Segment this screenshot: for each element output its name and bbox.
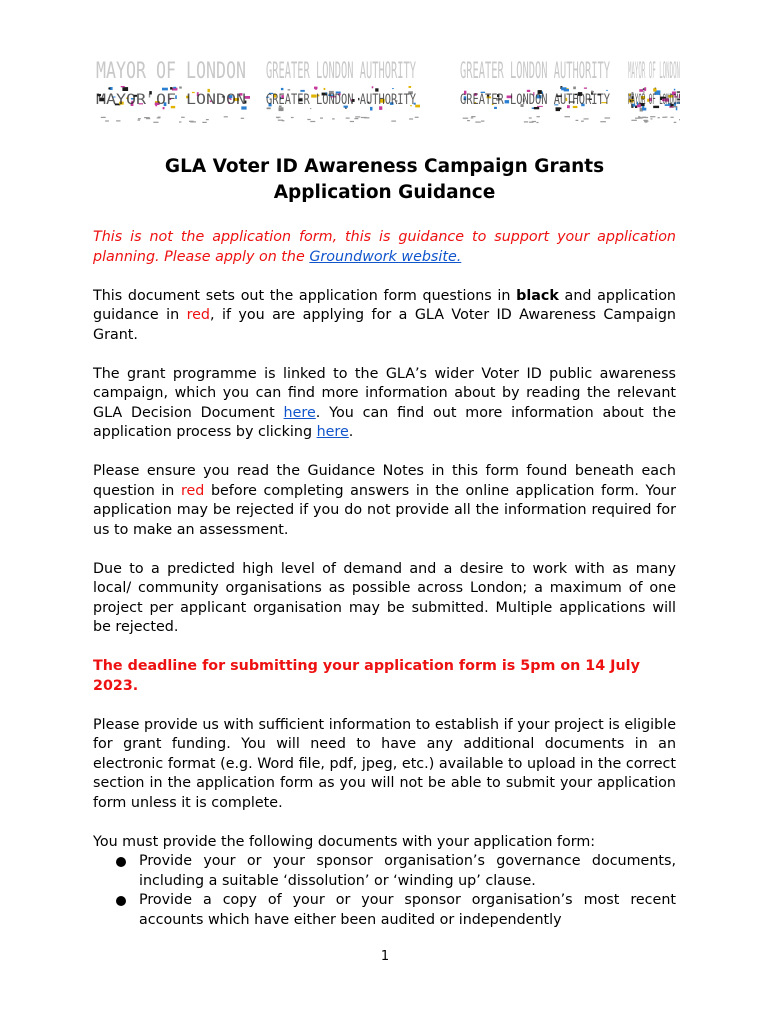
para1-text-b: and application guidance in [93, 287, 676, 323]
logo-glitch-mark [584, 88, 587, 89]
logo-glitch-mark [350, 121, 354, 122]
logo-wordmark: MAYOR OF LONDON [96, 92, 246, 108]
logo-glitch-mark [314, 87, 318, 89]
para2-text-c: . [348, 424, 354, 440]
logo-glitch-mark [643, 120, 647, 121]
paragraph-form-questions [93, 287, 676, 346]
documents-intro: You must provide the following documents with your application form: [93, 833, 596, 850]
paragraph-sufficient-info: Please provide us with sufficient information to establish if your project is eligible for grant funding. You will need to have any additional documents in an electronic format (e.g. Word file, pdf, jpeg, etc.) available to upload in the correct section in the application form as you will not be able to submit your application form unless it is complete. [93, 716, 676, 811]
logo-glitch-mark [475, 122, 481, 123]
deadline-notice: The deadline for submitting your application form is 5pm on 14 July 2023. [93, 658, 640, 694]
logo-glitch-mark [529, 122, 534, 123]
logo-glitch-mark [645, 122, 648, 123]
logo-glitch-mark [391, 121, 396, 122]
intro-notice [93, 228, 676, 267]
list-item-text: Provide a copy of your or your sponsor organisation’s most recent accounts which have either been audited or independently [139, 892, 676, 928]
list-item [93, 852, 676, 891]
logo-glitch-mark [481, 121, 484, 122]
logo-glitch-mark [584, 118, 589, 119]
logo-glitch-mark [606, 90, 608, 91]
logo-glitch-mark [179, 121, 181, 122]
logo-glitch-mark [463, 118, 469, 119]
logo-glitch-mark [288, 89, 291, 90]
logo-glitch-mark [631, 120, 637, 121]
logo-glitch-mark [181, 117, 185, 118]
logo-glitch-mark [158, 117, 161, 118]
logo-glitch-mark [471, 117, 474, 118]
logo-faded-wordmark: MAYOR OF LONDON [628, 59, 680, 84]
logo-glitch-mark [642, 108, 646, 111]
logo-glitch-mark [651, 118, 653, 119]
logo-glitch-mark [189, 121, 194, 122]
logo-glitch-mark [565, 116, 571, 117]
logo-glitch-mark [524, 121, 528, 122]
title-line-2: Application Guidance [273, 182, 496, 203]
logo-glitch-mark [108, 88, 110, 90]
logo-glitch-mark [644, 87, 646, 91]
logo-glitch-mark [372, 86, 374, 88]
para1-text-a: This document sets out the application form questions in [93, 287, 517, 304]
logo-faded-wordmark: GREATER LONDON AUTHORITY [266, 59, 416, 84]
logo-glitch-mark [409, 118, 413, 119]
logo-glitch-mark [537, 116, 540, 117]
logo-faded-wordmark: GREATER LONDON AUTHORITY [460, 59, 610, 84]
logo-glitch-mark [153, 122, 158, 123]
logo-glitch-mark [170, 87, 172, 90]
bullet-icon [116, 896, 126, 906]
list-item-text: Provide your or your sponsor organisation’s governance documents, including a suitable ‘dissolution’ or ‘winding up’ clause. [139, 853, 676, 889]
document-body [93, 228, 676, 930]
logo-glitch-mark [355, 116, 360, 117]
groundwork-website-link[interactable]: Groundwork website. [309, 248, 462, 265]
logo-glitch-mark [674, 89, 676, 91]
logo-glitch-mark [224, 116, 228, 117]
document-title [93, 154, 676, 206]
logo-glitch-mark [638, 117, 641, 118]
bullet-icon [116, 857, 126, 867]
logo-glitch-mark [241, 118, 244, 119]
application-process-link[interactable]: here [316, 424, 349, 440]
logo-glitch-mark [561, 87, 566, 90]
logo-glitch-mark [354, 118, 358, 119]
para2-text-b: . You can find out more information about the application process by clicking [93, 404, 676, 440]
logo-glitch-mark [281, 88, 284, 90]
para3-text-a: Please ensure you read the Guidance Notes in this form found beneath each question in [93, 463, 676, 499]
title-line-1: GLA Voter ID Awareness Campaign Grants [164, 156, 605, 177]
paragraph-guidance-notes [93, 462, 676, 540]
red-keyword-2: red [180, 482, 205, 499]
logo-glitch-mark [665, 117, 667, 118]
logo-glitch-mark [324, 88, 326, 90]
logo-glitch-mark [674, 122, 677, 123]
logo-faded-wordmark: MAYOR OF LONDON [96, 59, 246, 84]
logo-glitch-mark [467, 120, 470, 121]
logo-glitch-mark [573, 87, 576, 90]
logo-glitch-mark [529, 117, 532, 118]
logo-glitch-mark [415, 117, 419, 118]
red-keyword: red [186, 307, 210, 323]
paragraph-demand: Due to a predicted high level of demand and a desire to work with as many local/ community organisations as possible across London; a maximum of one project per applicant organisation may be submitted. Multiple applications will be rejected. [93, 560, 676, 635]
logo-glitch-mark [162, 88, 168, 91]
para1-text-c: , if you are applying for a GLA Voter ID Awareness Campaign Grant. [93, 307, 676, 343]
logo-glitch-mark [291, 117, 294, 118]
logo-glitch-mark [320, 118, 323, 119]
logo-glitch-mark [206, 119, 209, 120]
logo-glitch-mark [138, 118, 141, 119]
logo-glitch-mark [116, 120, 120, 121]
logo-glitch-mark [581, 121, 584, 122]
logo-glitch-mark [346, 118, 350, 119]
logo-glitch-mark [671, 117, 674, 118]
logo-glitch-mark [278, 120, 283, 121]
logo-glitch-mark [101, 117, 106, 118]
logo-glitch-mark [307, 119, 310, 120]
logo-glitch-mark [121, 86, 125, 87]
logo-wordmark: GREATER LONDON AUTHORITY [266, 92, 417, 108]
documents-list [93, 852, 676, 930]
logo-glitch-mark [138, 120, 141, 121]
para3-text-b: before completing answers in the online application form. Your application may be rejected if you do not provide all the information required for us to make an assessment. [93, 482, 676, 538]
logo-glitch-mark [122, 87, 128, 91]
logo-glitch-mark [310, 108, 311, 109]
logo-glitch-mark [471, 116, 475, 117]
logo-glitch-mark [392, 88, 394, 89]
para2-text-a: The grant programme is linked to the GLA’s wider Voter ID public awareness campaign, which you can find more information about by reading the relevant GLA Decision Document [93, 365, 676, 421]
page-number: 1 [380, 949, 390, 964]
logo-glitch-mark [679, 119, 680, 120]
logo-glitch-mark [179, 87, 182, 89]
logo-glitch-mark [364, 117, 369, 118]
logo-glitch-mark [332, 118, 335, 119]
decision-document-link[interactable]: here [283, 404, 316, 421]
logo-glitch-mark [662, 117, 665, 118]
logo-glitch-mark [202, 122, 206, 123]
logo-glitch-mark [310, 121, 315, 122]
logo-glitch-mark [536, 122, 538, 123]
logo-glitch-mark [643, 117, 649, 118]
black-keyword: black [516, 287, 559, 304]
logo-glitch-mark [146, 118, 150, 119]
logo-glitch-mark [409, 86, 412, 88]
paragraph-programme-link [93, 365, 676, 443]
logo-glitch-mark [276, 117, 281, 118]
logo-glitch-mark [576, 120, 579, 121]
logo-glitch-mark [105, 120, 109, 121]
logo-wordmark: MAYOR OF LONDON [628, 92, 680, 108]
gla-logo-banner [88, 58, 680, 126]
logo-glitch-mark [605, 117, 611, 118]
intro-notice-text: This is not the application form, this is guidance to support your application planning. Please apply on the [93, 229, 676, 265]
list-item [93, 891, 676, 930]
logo-glitch-mark [650, 116, 655, 117]
logo-glitch-mark [173, 87, 176, 89]
gla-logo-image [88, 58, 680, 126]
logo-glitch-mark [658, 117, 660, 118]
logo-glitch-mark [600, 121, 606, 122]
logo-wordmark: GREATER LONDON AUTHORITY [460, 92, 611, 108]
